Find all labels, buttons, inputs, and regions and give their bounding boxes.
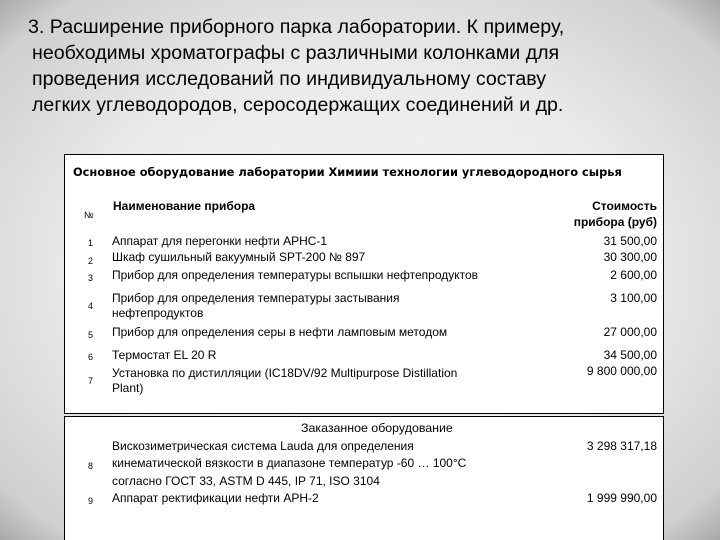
row-cost: 1 999 990,00 bbox=[586, 491, 657, 505]
row-name: кинематической вязкости в диапазоне температур -60 … 100°С bbox=[112, 456, 467, 470]
row-cost: 3 100,00 bbox=[610, 291, 657, 305]
row-number: 5 bbox=[88, 330, 94, 340]
table-title: Заказанное оборудование bbox=[301, 421, 453, 435]
heading-line: проведения исследований по индивидуальному составу bbox=[32, 68, 547, 90]
row-number: 4 bbox=[88, 301, 94, 311]
table-title: Основное оборудование лаборатории Химиии технологии углеводородного сырья bbox=[73, 165, 622, 179]
heading-line: 3. Расширение приборного парка лаборатории. К примеру, bbox=[28, 16, 565, 38]
row-number: 8 bbox=[88, 461, 94, 471]
row-name: Вискозиметрическая система Lauda для определения bbox=[112, 439, 414, 453]
row-name: Аппарат для перегонки нефти АРНС-1 bbox=[112, 234, 328, 248]
row-name: Шкаф сушильный вакуумный SPT-200 № 897 bbox=[112, 250, 366, 264]
row-name: Аппарат ректификации нефти АРН-2 bbox=[112, 491, 319, 505]
row-number: 3 bbox=[88, 273, 94, 283]
column-header-cost: Стоимость bbox=[592, 199, 657, 213]
row-cost: 2 600,00 bbox=[610, 268, 657, 282]
column-header-cost: прибора (руб) bbox=[573, 215, 657, 229]
row-name: Plant) bbox=[112, 381, 144, 395]
ordered-equipment-table bbox=[64, 416, 664, 540]
row-name: Установка по дистилляции (IC18DV/92 Multipurpose Distillation bbox=[112, 366, 458, 380]
heading-line: легких углеводородов, серосодержащих соединений и др. bbox=[32, 94, 564, 116]
row-number: 7 bbox=[88, 376, 94, 386]
column-header-number: № bbox=[84, 210, 94, 220]
row-cost: 9 800 000,00 bbox=[586, 364, 657, 378]
row-name: Прибор для определения температуры застывания bbox=[112, 291, 400, 305]
row-name: нефтепродуктов bbox=[112, 306, 204, 320]
row-cost: 31 500,00 bbox=[603, 234, 657, 248]
row-name: согласно ГОСТ 33, ASTM D 445, IP 71, ISO 3104 bbox=[112, 474, 380, 488]
row-number: 1 bbox=[88, 238, 94, 248]
row-number: 6 bbox=[88, 352, 94, 362]
heading-line: необходимы хроматографы с различными колонками для bbox=[32, 42, 560, 64]
row-cost: 3 298 317,18 bbox=[586, 439, 657, 453]
column-header-name: Наименование прибора bbox=[113, 199, 256, 213]
row-name: Прибор для определения серы в нефти ламповым методом bbox=[112, 325, 448, 339]
row-cost: 27 000,00 bbox=[603, 325, 657, 339]
row-number: 2 bbox=[88, 256, 94, 266]
row-cost: 30 300,00 bbox=[603, 250, 657, 264]
row-name: Прибор для определения температуры вспышки нефтепродуктов bbox=[112, 268, 479, 282]
row-name: Термостат EL 20 R bbox=[112, 348, 217, 362]
row-number: 9 bbox=[88, 496, 94, 506]
slide-heading bbox=[28, 14, 708, 118]
row-cost: 34 500,00 bbox=[603, 348, 657, 362]
equipment-table bbox=[64, 154, 664, 414]
